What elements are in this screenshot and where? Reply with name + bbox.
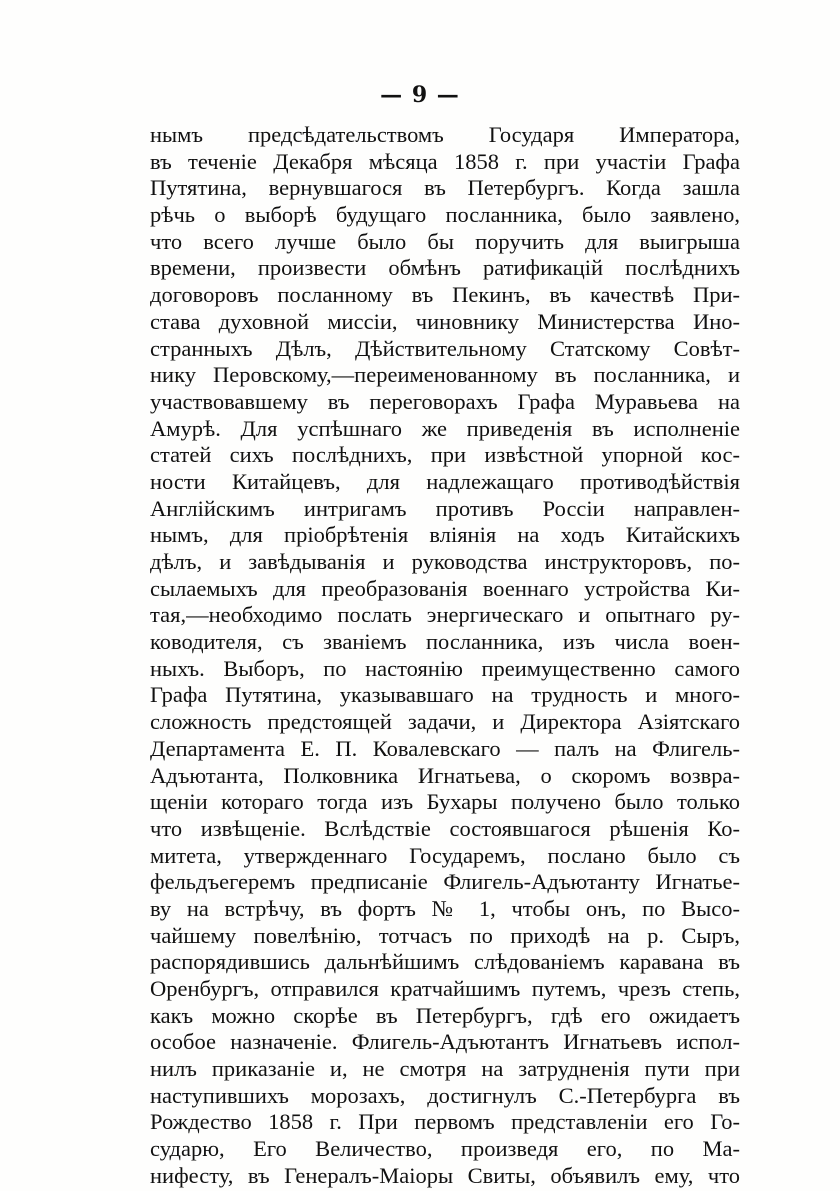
text-line: нилъ приказаніе и, не смотря на затрудненія пути при <box>150 1056 740 1082</box>
text-line: Амурѣ. Для успѣшнаго же приведенія въ исполненіе <box>150 415 740 441</box>
text-line: Путятина, вернувшагося въ Петербургъ. Когда зашла <box>150 175 740 201</box>
text-line: тая,—необходимо послать энергическаго и опытнаго ру- <box>150 602 740 628</box>
text-line: ности Китайцевъ, для надлежащаго противодѣйствія <box>150 468 740 494</box>
text-line: что извѣщеніе. Вслѣдствіе состоявшагося рѣшенія Ко- <box>150 815 740 841</box>
text-line: ководителя, съ званіемъ посланника, изъ числа воен- <box>150 629 740 655</box>
text-line: въ теченіе Декабря мѣсяца 1858 г. при участіи Графа <box>150 148 740 174</box>
text-line: ныхъ. Выборъ, по настоянію преимущественно самого <box>150 655 740 681</box>
text-line: особое назначеніе. Флигель-Адъютантъ Игнатьевъ испол- <box>150 1029 740 1055</box>
text-line: времени, произвести обмѣнъ ратификацій послѣднихъ <box>150 255 740 281</box>
text-line: нику Перовскому,—переименованному въ посланника, и <box>150 362 740 388</box>
text-line: что всего лучше было бы поручить для выигрыша <box>150 228 740 254</box>
text-line: сылаемыхъ для преобразованія военнаго устройства Ки- <box>150 575 740 601</box>
text-line: Графа Путятина, указывавшаго на трудность и много- <box>150 682 740 708</box>
text-line: нымъ, для пріобрѣтенія вліянія на ходъ Китайскихъ <box>150 522 740 548</box>
text-line: Департамента Е. П. Ковалевскаго — палъ на Флигель- <box>150 735 740 761</box>
text-line: распорядившись дальнѣйшимъ слѣдованіемъ каравана въ <box>150 949 740 975</box>
text-line: сударю, Его Величество, произведя его, по Ма- <box>150 1136 740 1162</box>
text-line: чайшему повелѣнію, тотчасъ по приходѣ на р. Сыръ, <box>150 922 740 948</box>
text-line: ву на встрѣчу, въ фортъ № 1, чтобы онъ, по Высо- <box>150 895 740 921</box>
text-line: наступившихъ морозахъ, достигнулъ С.-Петербурга въ <box>150 1082 740 1108</box>
text-line: митета, утвержденнаго Государемъ, послано было съ <box>150 842 740 868</box>
body-text <box>150 122 740 1190</box>
text-line: статей сихъ послѣднихъ, при извѣстной упорной кос- <box>150 442 740 468</box>
text-line: става духовной миссіи, чиновнику Министерства Ино- <box>150 308 740 334</box>
text-line: какъ можно скорѣе въ Петербургъ, гдѣ его ожидаетъ <box>150 1002 740 1028</box>
text-line: сложность предстоящей задачи, и Директора Азіятскаго <box>150 709 740 735</box>
text-line: странныхъ Дѣлъ, Дѣйствительному Статскому Совѣт- <box>150 335 740 361</box>
text-line: дѣлъ, и завѣдыванія и руководства инструкторовъ, по- <box>150 549 740 574</box>
text-line: нымъ предсѣдательствомъ Государя Императора, <box>150 122 740 147</box>
text-line: нифесту, въ Генералъ-Маіоры Свиты, объявилъ ему, что <box>150 1162 740 1188</box>
text-line: Адъютанта, Полковника Игнатьева, о скоромъ возвра- <box>150 762 740 788</box>
text-line: договоровъ посланному въ Пекинъ, въ качествѣ При- <box>150 282 740 308</box>
text-line: Англійскимъ интригамъ противъ Россіи направлен- <box>150 495 740 521</box>
text-line: фельдъегеремъ предписаніе Флигель-Адъютанту Игнатье- <box>150 869 740 895</box>
text-line: щеніи котораго тогда изъ Бухары получено было только <box>150 789 740 815</box>
text-line: рѣчь о выборѣ будущаго посланника, было заявлено, <box>150 202 740 228</box>
page-number: — 9 — <box>380 82 460 108</box>
text-line: Оренбургъ, отправился кратчайшимъ путемъ, чрезъ степь, <box>150 976 740 1001</box>
text-line: Рождество 1858 г. При первомъ представленіи его Го- <box>150 1109 740 1135</box>
text-line: участвовавшему въ переговорахъ Графа Муравьева на <box>150 388 740 414</box>
